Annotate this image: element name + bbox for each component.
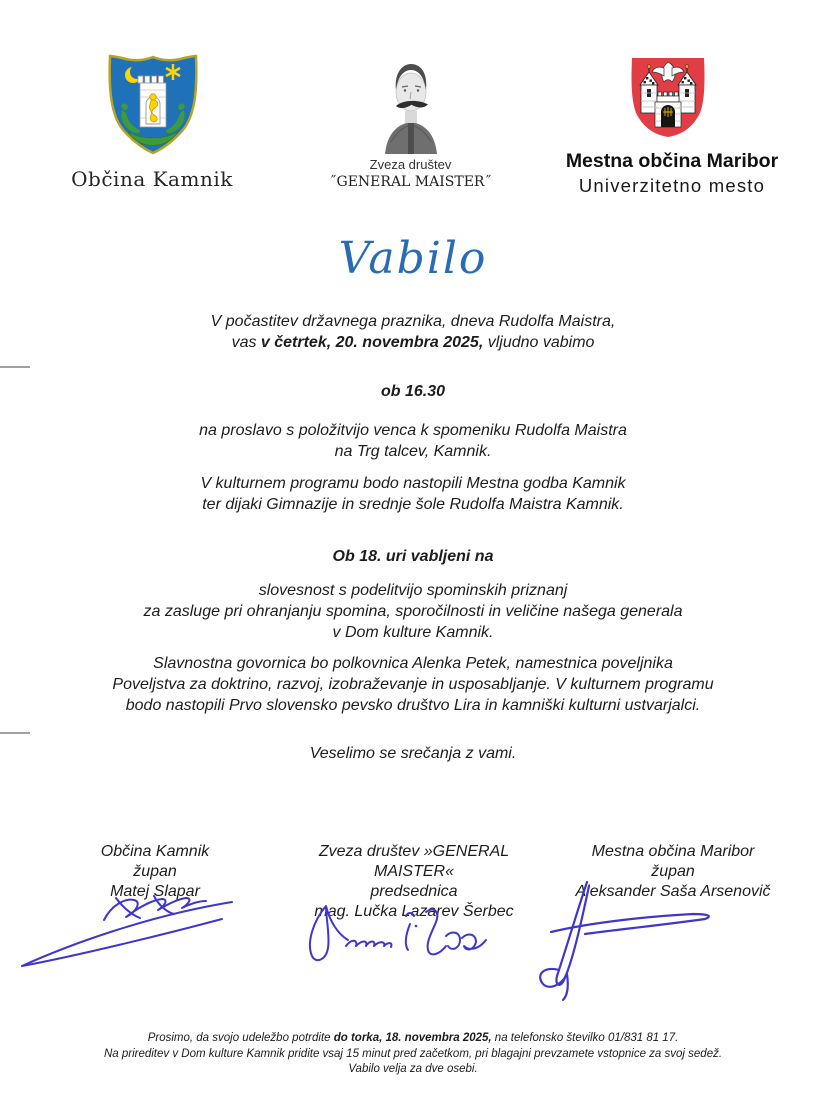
footer-notes xyxy=(0,1031,826,1078)
signer-org: Občina Kamnik xyxy=(100,843,210,860)
intro-line1: V počastitev državnega praznika, dneva Rudolfa Maistra, xyxy=(210,313,616,330)
signature-lucka-lazarev-serbec xyxy=(294,900,489,972)
intro-line2: vas v četrtek, 20. novembra 2025, vljudno vabimo xyxy=(231,334,595,351)
kamnik-coat-of-arms-icon xyxy=(106,52,200,156)
footer-line3: Vabilo velja za dve osebi. xyxy=(348,1063,478,1075)
maister-caption-line2: ˝GENERAL MAISTER˝ xyxy=(329,174,492,190)
signature-aleksander-arsenovic xyxy=(523,878,723,1003)
maribor-caption-line2: Univerzitetno mesto xyxy=(578,175,766,196)
intro-paragraph xyxy=(0,311,826,353)
signer-org: Zveza društev »GENERAL MAISTER« xyxy=(318,843,510,880)
signature-matej-slapar xyxy=(16,886,246,971)
maribor-caption xyxy=(548,150,796,197)
signer-role: predsednica xyxy=(370,883,458,900)
footer-line1: Prosimo, da svojo udeležbo potrdite do torka, 18. novembra 2025, na telefonsko številko 01/831 81 17. xyxy=(147,1032,679,1044)
maribor-coat-of-arms-icon xyxy=(628,55,708,140)
signer-name: mag. Lučka Lazarev Šerbec xyxy=(314,903,514,920)
page-title: Vabilo xyxy=(338,233,488,284)
event2-paragraph: slovesnost s podelitvijo spominskih priznanj za zasluge pri ohranjanju spomina, sporočilnosti in veličine našega generala v Dom kulture Kamnik. xyxy=(143,582,683,641)
signer-name: Matej Slapar xyxy=(110,883,200,900)
signer-role: župan xyxy=(133,863,177,880)
signer-role: župan xyxy=(651,863,695,880)
fold-mark-top xyxy=(0,366,30,368)
footer-line2: Na prireditev v Dom kulture Kamnik pridite vsaj 15 minut pred začetkom, pri blagajni prevzamete vstopnice za svoj sedež. xyxy=(103,1047,723,1060)
maribor-caption-line1: Mestna občina Maribor xyxy=(565,150,779,172)
signer-org: Mestna občina Maribor xyxy=(591,843,755,860)
general-maister-portrait xyxy=(377,56,445,154)
time-second: Ob 18. uri vabljeni na xyxy=(332,548,494,565)
maister-caption-line1: Zveza društev xyxy=(369,157,452,172)
fold-mark-bottom xyxy=(0,732,30,734)
signer-name: Aleksander Saša Arsenovič xyxy=(575,883,771,900)
program1-paragraph: V kulturnem programu bodo nastopili Mestna godba Kamnik ter dijaki Gimnazije in srednje šole Rudolfa Maistra Kamnik. xyxy=(200,475,626,513)
closing-line: Veselimo se srečanja z vami. xyxy=(309,745,517,762)
kamnik-label: Občina Kamnik xyxy=(71,167,233,191)
maister-caption xyxy=(318,157,503,190)
event1-paragraph: na proslavo s položitvijo venca k spomeniku Rudolfa Maistra na Trg talcev, Kamnik. xyxy=(199,422,627,460)
speaker-paragraph: Slavnostna govornica bo polkovnica Alenka Petek, namestnica poveljnika Poveljstva za doktrino, razvoj, izobraževanje in usposabljanje. V kulturnem programu bodo nastopili Prvo slovensko pevsko društvo Lira in kamniški kulturni ustvarjalci. xyxy=(112,655,714,714)
time-first: ob 16.30 xyxy=(380,383,446,400)
